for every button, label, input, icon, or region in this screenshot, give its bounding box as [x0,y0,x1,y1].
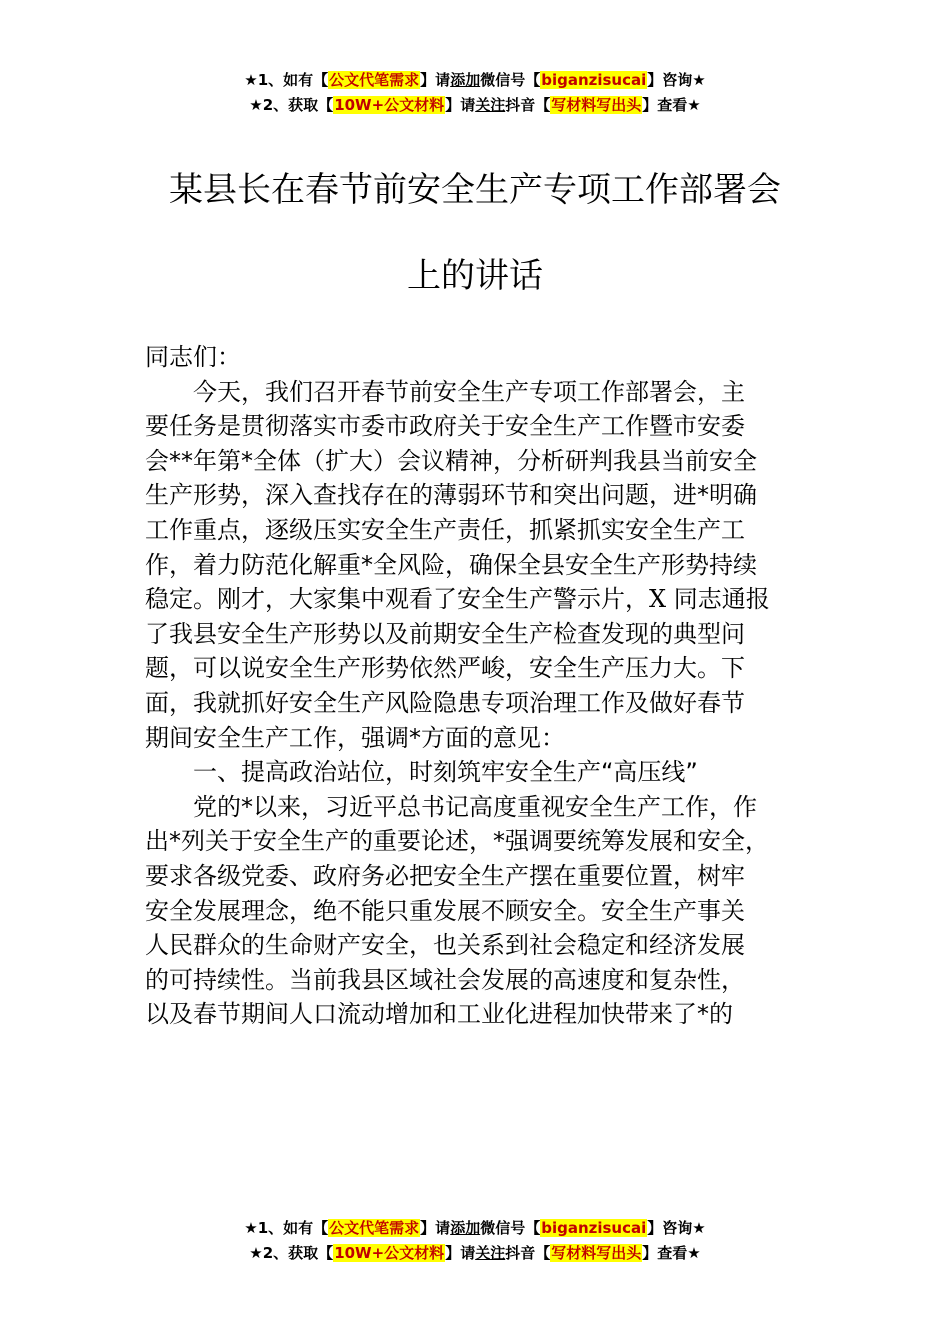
paragraph-line: 了我县安全生产形势以及前期安全生产检查发现的典型问 [145,619,745,648]
banner-text: ★1、如有【 [244,1219,329,1237]
paragraph-line: 生产形势，深入查找存在的薄弱环节和突出问题，进*明确 [145,481,757,510]
paragraph-line: 党的*以来，习近平总书记高度重视安全生产工作，作 [193,792,757,821]
paragraph-line: 要任务是贯彻落实市委市政府关于安全生产工作暨市安委 [145,412,745,441]
paragraph-line: 的可持续性。当前我县区域社会发展的高速度和复杂性， [145,965,745,994]
banner-underline: 关注 [475,1244,506,1262]
banner-highlight-douyin: 写材料写出头 [551,96,642,114]
banner-line-1 [0,1216,950,1241]
banner-highlight: 公文代笔需求 [329,1219,420,1237]
banner-text: 】请 [445,96,476,114]
paragraph-line: 工作重点，逐级压实安全生产责任，抓紧抓实安全生产工 [145,515,745,544]
banner-text: ★2、获取【 [249,96,334,114]
banner-text: ★2、获取【 [249,1244,334,1262]
title-line-2: 上的讲话 [407,256,543,296]
banner-line-2 [0,93,950,118]
banner-highlight: 10W+公文材料 [334,96,445,114]
banner-highlight: 公文代笔需求 [329,71,420,89]
paragraph-line: 会**年第*全体（扩大）会议精神，分析研判我县当前安全 [145,446,757,475]
paragraph-text-name: X [649,585,667,614]
paragraph-text: 稳定。刚才，大家集中观看了安全生产警示片， [145,585,649,614]
banner-text: 】请 [420,71,451,89]
banner-underline: 添加 [450,1219,481,1237]
footer-banner [0,1216,950,1266]
banner-highlight: 10W+公文材料 [334,1244,445,1262]
banner-text: 抖音【 [505,96,551,114]
paragraph-line: 要求各级党委、政府务必把安全生产摆在重要位置，树牢 [145,861,745,890]
paragraph-line: 出*列关于安全生产的重要论述，*强调要统筹发展和安全， [145,827,769,856]
document-body [145,340,835,1032]
banner-text: 微信号【 [480,1219,541,1237]
banner-line-2 [0,1241,950,1266]
banner-text: 】查看★ [642,96,701,114]
title-line-1: 某县长在春节前安全生产专项工作部署会 [169,170,781,210]
banner-line-1 [0,68,950,93]
paragraph-line [145,582,835,617]
paragraph-line: 以及春节期间人口流动增加和工业化进程加快带来了*的 [145,1000,733,1029]
banner-text: 】咨询★ [647,71,706,89]
paragraph-line: 今天，我们召开春节前安全生产专项工作部署会，主 [193,377,745,406]
paragraph-text: 同志通报 [666,585,770,614]
paragraph-line: 题，可以说安全生产形势依然严峻，安全生产压力大。下 [145,654,745,683]
banner-underline: 关注 [475,96,506,114]
paragraph-line: 安全发展理念，绝不能只重发展不顾安全。安全生产事关 [145,896,745,925]
section-heading: 一、提高政治站位，时刻筑牢安全生产“高压线” [193,758,698,787]
paragraph-line: 面，我就抓好安全生产风险隐患专项治理工作及做好春节 [145,688,745,717]
paragraph-line: 作，着力防范化解重*全风险，确保全县安全生产形势持续 [145,550,757,579]
paragraph-line: 人民群众的生命财产安全，也关系到社会稳定和经济发展 [145,931,745,960]
banner-text: ★1、如有【 [244,71,329,89]
banner-highlight-wechat: biganzisucai [541,1219,647,1237]
banner-text: 】请 [445,1244,476,1262]
banner-text: 】查看★ [642,1244,701,1262]
header-banner [0,68,950,118]
banner-text: 抖音【 [505,1244,551,1262]
banner-highlight-wechat: biganzisucai [541,71,647,89]
paragraph-line: 期间安全生产工作，强调*方面的意见： [145,723,565,752]
salutation: 同志们： [145,343,241,371]
banner-text: 微信号【 [480,71,541,89]
banner-text: 】咨询★ [647,1219,706,1237]
document-title [140,172,810,294]
banner-highlight-douyin: 写材料写出头 [551,1244,642,1262]
banner-underline: 添加 [450,71,481,89]
banner-text: 】请 [420,1219,451,1237]
